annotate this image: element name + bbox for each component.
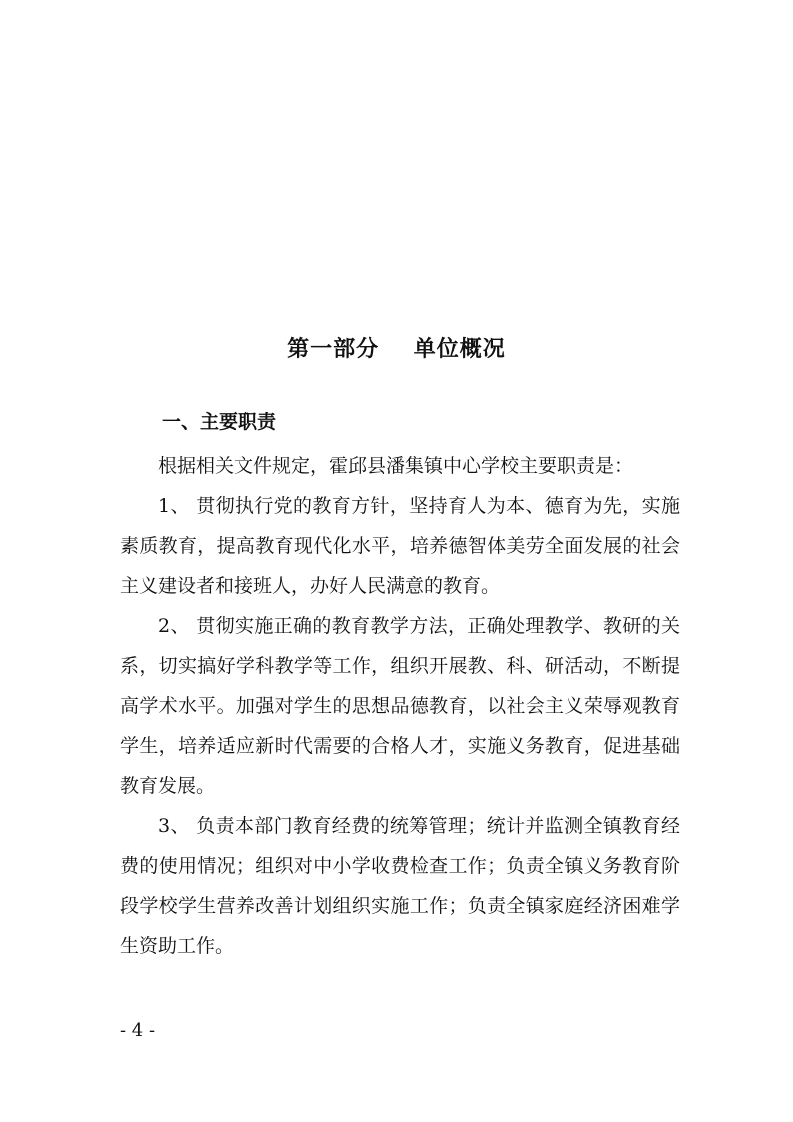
part-title: 第一部分 单位概况 [287,337,506,362]
duty-paragraph-2: 2、 贯彻实施正确的教育教学方法，正确处理教学、教研的关系，切实搞好学科教学等工作，组织开展教、科、研活动，不断提高学术水平。加强对学生的思想品德教育，以社会主义荣辱观教育学生，培养适应新时代需要的合格人才，实施义务教育，促进基础教育发展。 [120,615,680,797]
intro-paragraph: 根据相关文件规定，霍邱县潘集镇中心学校主要职责是： [158,455,634,477]
body-text [120,446,680,966]
page-number: - 4 - [120,1020,156,1041]
duty-paragraph-3: 3、 负责本部门教育经费的统筹管理；统计并监测全镇教育经费的使用情况；组织对中小学收费检查工作；负责全镇义务教育阶段学校学生营养改善计划组织实施工作；负责全镇家庭经济困难学生资助工作。 [120,815,680,957]
section-heading: 一、主要职责 [162,411,277,433]
duty-paragraph-1: 1、 贯彻执行党的教育方针，坚持育人为本、德育为先，实施素质教育，提高教育现代化水平，培养德智体美劳全面发展的社会主义建设者和接班人，办好人民满意的教育。 [120,495,680,597]
